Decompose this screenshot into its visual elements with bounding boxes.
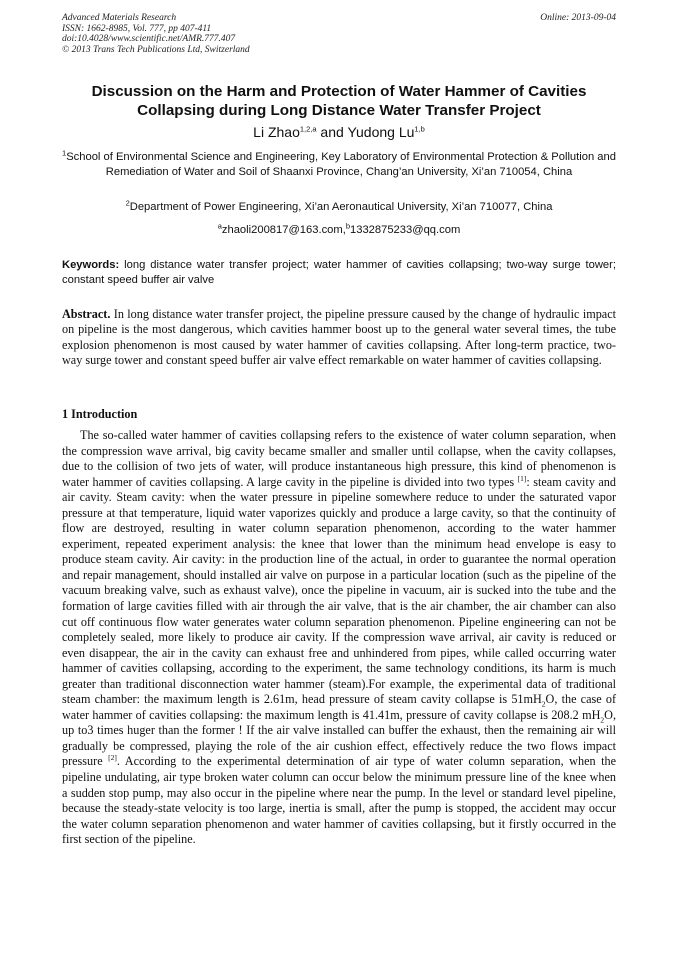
journal-name: Advanced Materials Research	[62, 13, 177, 23]
body-text: . According to the experimental determination of air type of water column separation, when the pipeline undulating, air type broken water column can occur below the minimum pressure line of the knee when a sudden stop pump, may also occur in the pipeline where near the pump. In the level or standard level pipeline, because the steady-state velocity is too large, inertia is small, after the pump is stopped, the accident may occur the water column separation phenomenon and water hammer of cavities collapsing, but it firstly occurred in the first section of the pipeline.	[62, 754, 616, 847]
affiliation-marker: 2	[125, 198, 130, 208]
citation-ref[interactable]: [2]	[108, 753, 117, 763]
author-line	[62, 123, 616, 141]
subscript: 2	[600, 715, 605, 725]
email-link[interactable]: zhaoli200817@163.com,	[221, 224, 346, 236]
copyright-line: © 2013 Trans Tech Publications Ltd, Switzerland	[62, 44, 250, 55]
author-conjunction: and	[316, 124, 348, 140]
body-text: O, up to3 times huger than the former ! If the air valve installed can buffer the exhaust, then the remaining air will gradually be compressed, playing the role of the air cushion effect, effectively reduce the two flows impact pressure	[62, 707, 616, 769]
subscript: 2	[541, 699, 546, 709]
abstract-label: Abstract.	[62, 307, 111, 321]
affiliation-text: School of Environmental Science and Engineering, Key Laboratory of Environmental Protection & Pollution and Remediation of Water and Soil of Shaanxi Province, Chang’an University, Xi’an 710054, China	[66, 151, 616, 179]
keywords-block	[62, 258, 616, 289]
author-superscript: 1,2,a	[299, 124, 317, 134]
email-marker: a	[217, 221, 222, 231]
introduction-paragraph	[62, 428, 616, 848]
email-link[interactable]: 1332875233@qq.com	[350, 224, 461, 236]
keywords-text: long distance water transfer project; water hammer of cavities collapsing; two-way surge tower; constant speed buffer air valve	[62, 259, 616, 287]
author-superscript: 1,b	[414, 124, 425, 134]
email-line	[62, 223, 616, 238]
email-marker: b	[345, 221, 350, 231]
author-name: Yudong Lu	[347, 124, 415, 140]
journal-header	[62, 13, 616, 55]
body-text: The so-called water hammer of cavities collapsing refers to the existence of water column separation, when the compression wave arrival, big cavity became smaller and smaller until collapse, when the cavity collapses, due to the collision of two jets of water, will produce instantaneous high pressure, this kind of phenomenon is water hammer of cavities collapsing. A large cavity in the pipeline is divided into two types	[62, 428, 616, 489]
affiliation-1	[62, 150, 616, 181]
section-heading: 1 Introduction	[62, 407, 138, 421]
online-date: Online: 2013-09-04	[540, 13, 616, 23]
abstract-text: In long distance water transfer project, the pipeline pressure caused by the change of hydraulic impact on pipeline is the most dangerous, which cavities hammer boost up to the general water several times, the tube explosion phenomenon is most caused by water hammer of cavities collapsing. After long-term practice, two-way surge tower and constant speed buffer air valve effect remarkable on water hammer of cavities collapsing.	[62, 307, 616, 368]
body-text: : steam cavity and air cavity. Steam cavity: when the water pressure in pipeline somewhere reduce to under the saturated vapor pressure at that temperature, liquid water vaporizes quickly and produce a large cavity, so that the continuity of flow are destroyed, resulting in water column separation phenomenon, according to the water hammer experiment, repeated experiment analysis: the knee that lower than the minimum head envelope is easy to produce steam cavity. Air cavity: in the production line of the actual, in order to guarantee the normal operation and repair management, should installed air valve on purpose in a particular location (such as the pipeline of the vacuum breaking valve, such as exhaust valve), once the pipeline in vacuum, air is sucked into the tube and the formation of large cavities filled with air through the air valve, that is the air chamber, the air chamber can also cut off continuous flow water generates water column separation phenomenon. Pipeline engineering can not be completely sealed, more likely to produce air cavity. If the compression wave arrival, air cavity is reduced or even disappear, the air in the cavity can exhaust free and unhindered from pipes, while called occurring water hammer of cavities collapsing, according to the experiment, the same technology conditions, its harm is much greater than traditional disconnection water hammer (steam).For example, the experimental data of traditional steam chamber: the maximum length is 2.61m, head pressure of steam cavity collapse is 51mH	[62, 474, 616, 707]
affiliation-text: Department of Power Engineering, Xi’an Aeronautical University, Xi’an 710077, China	[129, 201, 553, 213]
abstract-block	[62, 307, 616, 369]
body-text: O, the case of water hammer of cavities collapsing: the maximum length is 41.41m, pressure of cavity collapse is 208.2 mH	[62, 692, 616, 722]
citation-ref[interactable]: [1]	[517, 473, 527, 483]
doi-line: doi:10.4028/www.scientific.net/AMR.777.407	[62, 34, 236, 45]
affiliation-marker: 1	[62, 148, 67, 158]
keywords-label: Keywords:	[62, 259, 120, 271]
paper-title: Discussion on the Harm and Protection of Water Hammer of Cavities Collapsing during Long Distance Water Transfer Project	[91, 83, 587, 119]
affiliation-2	[62, 200, 616, 215]
issn-line: ISSN: 1662-8985, Vol. 777, pp 407-411	[62, 23, 212, 34]
author-name: Li Zhao	[253, 124, 300, 140]
